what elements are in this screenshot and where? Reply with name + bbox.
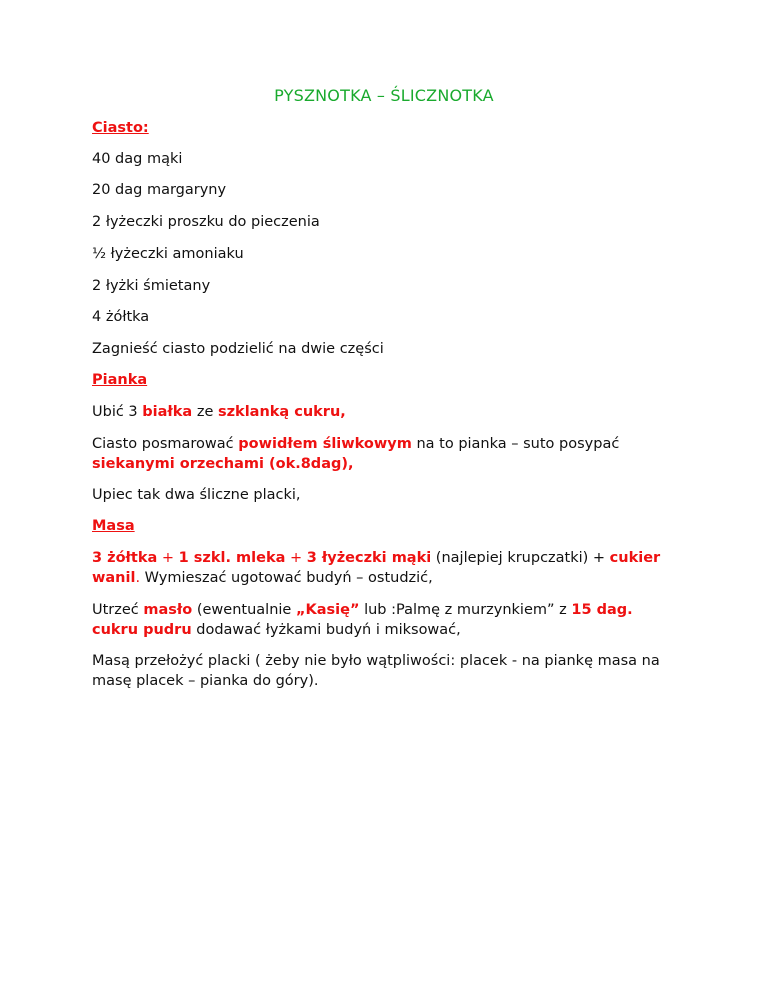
section-heading-pianka: Pianka [92, 372, 148, 388]
highlight-span: białka [142, 404, 193, 420]
text-span: na to pianka – suto posypać [411, 436, 620, 452]
highlight-span: powidłem śliwkowym [238, 436, 412, 452]
highlight-span: 3 łyżeczki mąki [306, 550, 432, 566]
ingredient-line: 4 żółtka [92, 309, 150, 325]
text-span: lub :Palmę z murzynkiem” z [359, 602, 572, 618]
masa-step-1 [92, 548, 662, 588]
plus-sign: + [285, 550, 307, 566]
highlight-span: „Kasię” [295, 602, 360, 618]
text-span: (najlepiej krupczatki) + [431, 550, 610, 566]
pianka-step-2 [92, 434, 662, 474]
text-span: Ciasto posmarować [92, 436, 239, 452]
text-span: Ubić 3 [92, 404, 143, 420]
text-span: . [135, 570, 141, 586]
text-span: Wymieszać ugotować budyń – ostudzić, [140, 570, 433, 586]
highlight-span: siekanymi orzechami (ok.8dag), [92, 456, 354, 472]
pianka-step-1 [92, 402, 662, 422]
highlight-span: 1 szkl. mleka [178, 550, 286, 566]
text-span: ze [192, 404, 218, 420]
plus-sign: + [157, 550, 179, 566]
text-span: (ewentualnie [192, 602, 296, 618]
highlight-span: cukier wanil [92, 550, 661, 586]
highlight-span: 15 dag. cukru pudru [92, 602, 633, 638]
text-span: Utrzeć [92, 602, 144, 618]
masa-step-3: Masą przełożyć placki ( żeby nie było wątpliwości: placek - na piankę masa na masę placek – pianka do góry). [92, 653, 660, 689]
ingredient-line: ½ łyżeczki amoniaku [92, 246, 244, 262]
pianka-step-3: Upiec tak dwa śliczne placki, [92, 487, 301, 503]
instruction-line: Zagnieść ciasto podzielić na dwie części [92, 341, 384, 357]
section-heading-masa: Masa [92, 518, 135, 534]
section-heading-ciasto: Ciasto: [92, 120, 149, 136]
highlight-span: szklanką cukru, [217, 404, 346, 420]
text-span: dodawać łyżkami budyń i miksować, [191, 622, 461, 638]
ingredient-line: 2 łyżki śmietany [92, 278, 211, 294]
ingredient-line: 2 łyżeczki proszku do pieczenia [92, 214, 320, 230]
page-title: PYSZNOTKA – ŚLICZNOTKA [274, 86, 494, 105]
highlight-span: masło [143, 602, 193, 618]
ingredient-line: 20 dag margaryny [92, 182, 227, 198]
masa-step-2 [92, 600, 662, 640]
highlight-span: 3 żółtka [92, 550, 158, 566]
ingredient-line: 40 dag mąki [92, 151, 183, 167]
